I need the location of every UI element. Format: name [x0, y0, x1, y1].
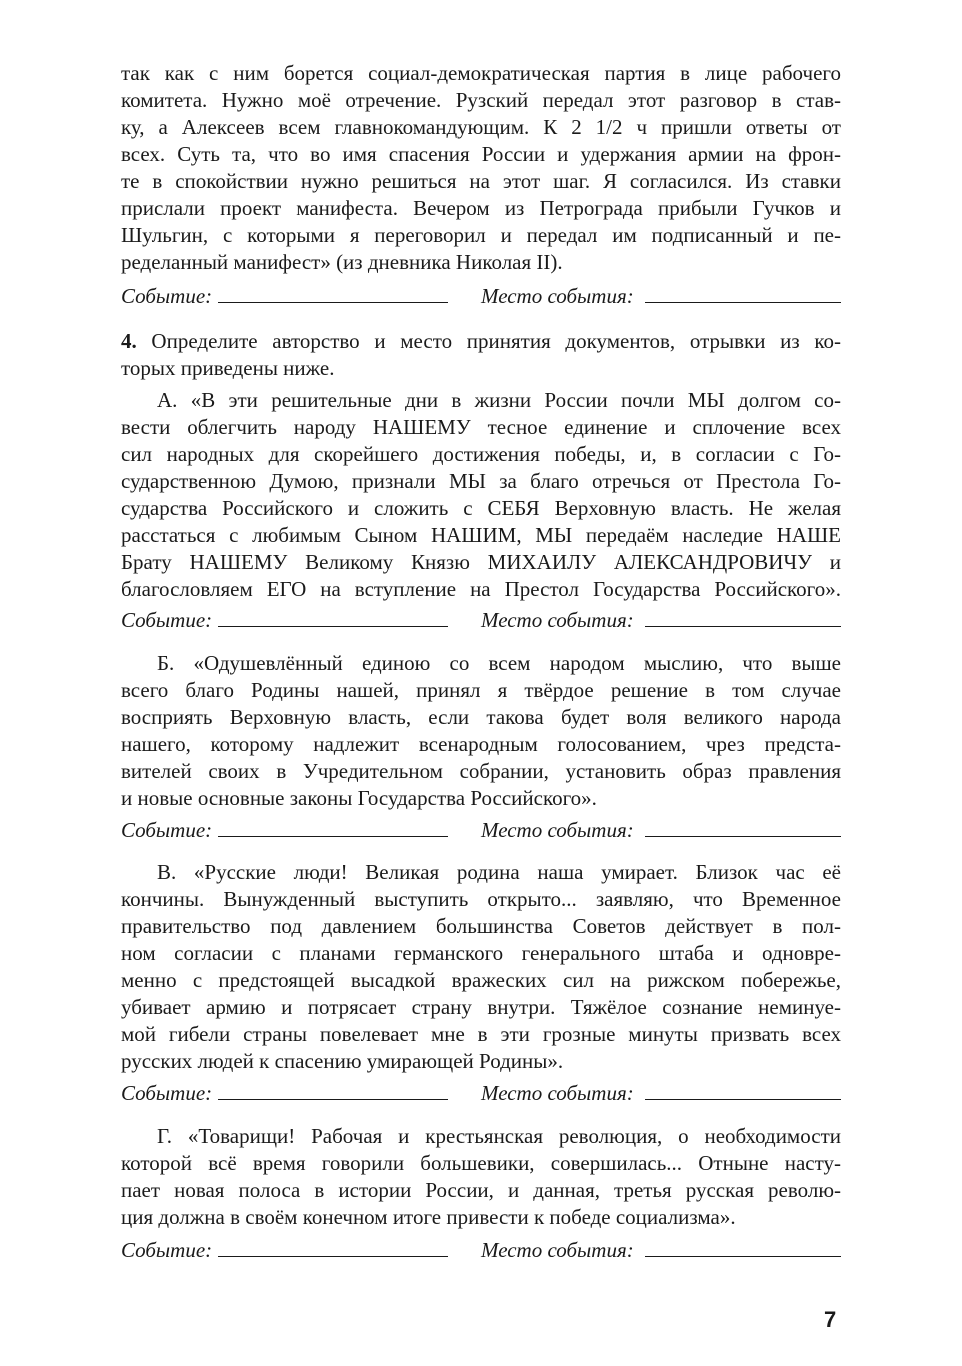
event-label: Событие:: [121, 608, 213, 632]
text-line: ция должна в своём конечном итоге привести к победе социализма».: [121, 1205, 736, 1229]
place-answer-blank[interactable]: [645, 626, 841, 627]
event-answer-blank[interactable]: [218, 626, 448, 627]
text-line: мой гибели страны повелевает мне в эти грозные минуты призвать всех: [121, 1022, 841, 1046]
text-line: вителей своих в Учредительном собрании, установить образ правления: [121, 759, 841, 783]
place-label: Место события:: [481, 608, 634, 632]
page-number: 7: [824, 1307, 837, 1332]
text-line: сил народных для скорейшего достижения победы, и, в согласии с Го-: [121, 442, 841, 466]
text-line: которой всё время говорили большевики, совершилась... Отныне насту-: [121, 1151, 841, 1175]
text-line: Б. «Одушевлённый единою со всем народом мыслию, что выше: [157, 651, 841, 675]
task-4-line: торых приведены ниже.: [121, 356, 335, 380]
text-line: и новые основные законы Государства Российского».: [121, 786, 597, 810]
text-line: А. «В эти решительные дни в жизни России почли МЫ долгом со-: [157, 388, 841, 412]
text-line: Брату НАШЕМУ Великому Князю МИХАИЛУ АЛЕКСАНДРОВИЧУ и: [121, 550, 841, 574]
answer-row-v: [121, 1079, 841, 1107]
text-line: русских людей к спасению умирающей Родины».: [121, 1049, 564, 1073]
text-line: всего благо Родины нашей, принял я твёрдое решение в том случае: [121, 678, 841, 702]
text-line: сударства Российского и сложить с СЕБЯ Верховную власть. Не желая: [121, 496, 841, 520]
text-line: те в спокойствии нужно решиться на этот шаг. Я согласился. Из ставки: [121, 169, 841, 193]
text-line: ределанный манифест» (из дневника Николая II).: [121, 250, 563, 274]
text-line: Шульгин, с которыми я переговорил и передал им подписанный и пе-: [121, 223, 841, 247]
text-line: расстаться с любимым Сыном НАШИМ, МЫ передаём наследие НАШЕ: [121, 523, 841, 547]
event-label: Событие:: [121, 284, 213, 308]
text-line: вести облегчить народу НАШЕМУ тесное единение и сплочение всех: [121, 415, 841, 439]
text-line: нашего, которому надлежит всенародным голосованием, чрез предста-: [121, 732, 841, 756]
place-answer-blank[interactable]: [645, 1099, 841, 1100]
text-line: убивает армию и потрясает страну внутри. Тяжёлое сознание неминуе-: [121, 995, 841, 1019]
document-a-paragraph: [121, 387, 841, 603]
answer-row-diary: [121, 282, 841, 310]
place-label: Место события:: [481, 284, 634, 308]
text-line: правительство под давлением большинства Советов действует в пол-: [121, 914, 841, 938]
task-4-text: Определите авторство и место принятия документов, отрывки из ко-: [136, 329, 841, 353]
text-line: Г. «Товарищи! Рабочая и крестьянская революция, о необходимости: [157, 1124, 841, 1148]
answer-row-a: [121, 606, 841, 634]
place-answer-blank[interactable]: [645, 836, 841, 837]
task-number: 4.: [121, 329, 137, 353]
event-label: Событие:: [121, 1238, 213, 1262]
event-answer-blank[interactable]: [218, 302, 448, 303]
text-line: прислали проект манифеста. Вечером из Петрограда прибыли Гучков и: [121, 196, 841, 220]
text-line: всех. Суть та, что во имя спасения России и удержания армии на фрон-: [121, 142, 841, 166]
answer-row-g: [121, 1236, 841, 1264]
text-line: благословляем ЕГО на вступление на Престол Государства Российского».: [121, 577, 841, 601]
text-line: ном согласии с планами германского генерального штаба и одновре-: [121, 941, 841, 965]
task-4-line: [121, 328, 841, 355]
event-answer-blank[interactable]: [218, 1099, 448, 1100]
text-line: ку, а Алексеев всем главнокомандующим. К 2 1/2 ч пришли ответы от: [121, 115, 841, 139]
document-b-paragraph: [121, 650, 841, 812]
event-label: Событие:: [121, 1081, 213, 1105]
text-line: комитета. Нужно моё отречение. Рузский передал этот разговор в став-: [121, 88, 841, 112]
text-line: В. «Русские люди! Великая родина наша умирает. Близок час её: [157, 860, 841, 884]
text-line: пает новая полоса в истории России, и данная, третья русская револю-: [121, 1178, 841, 1202]
diary-quote-paragraph: [121, 60, 841, 276]
text-line: восприять Верховную власть, если такова будет воля великого народа: [121, 705, 841, 729]
place-label: Место события:: [481, 1238, 634, 1262]
event-label: Событие:: [121, 818, 213, 842]
document-v-paragraph: [121, 859, 841, 1075]
text-line: менно с предстоящей высадкой вражеских сил на рижском побережье,: [121, 968, 841, 992]
text-line: сударственною Думою, признали МЫ за благо отречься от Престола Го-: [121, 469, 841, 493]
place-label: Место события:: [481, 818, 634, 842]
text-line: кончины. Вынужденный выступить открыто... заявляю, что Временное: [121, 887, 841, 911]
place-label: Место события:: [481, 1081, 634, 1105]
answer-row-b: [121, 816, 841, 844]
text-line: так как с ним борется социал-демократическая партия в лице рабочего: [121, 61, 841, 85]
event-answer-blank[interactable]: [218, 1256, 448, 1257]
event-answer-blank[interactable]: [218, 836, 448, 837]
place-answer-blank[interactable]: [645, 302, 841, 303]
place-answer-blank[interactable]: [645, 1256, 841, 1257]
task-4-prompt: [121, 328, 841, 382]
document-g-paragraph: [121, 1123, 841, 1231]
